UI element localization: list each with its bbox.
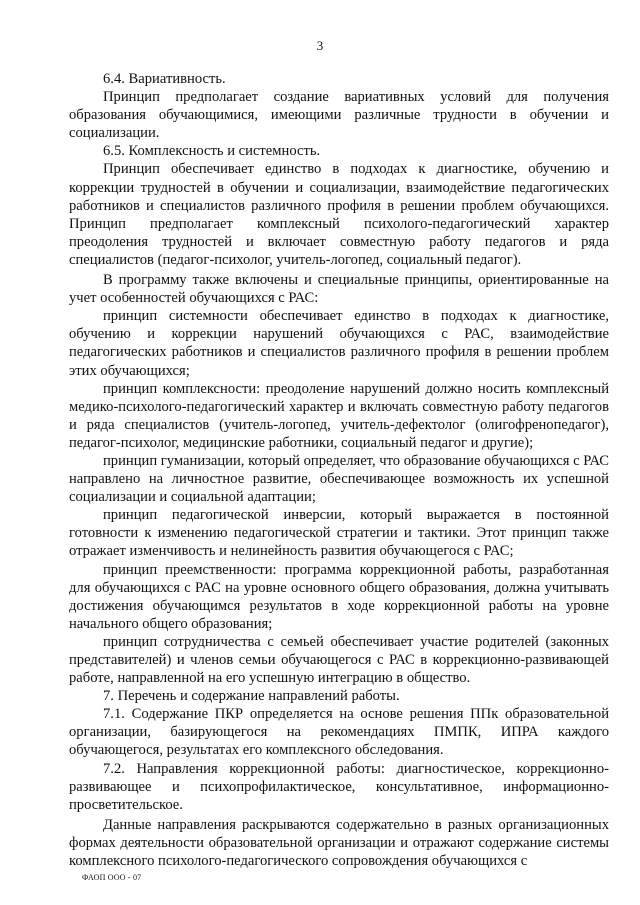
document-footer: ФАОП ООО - 07 [82, 873, 142, 882]
paragraph: В программу также включены и специальные принципы, ориентированные на учет особенностей обучающихся с РАС: [69, 272, 609, 307]
document-body [69, 70, 609, 870]
section-heading-6-5: 6.5. Комплексность и системность. [103, 143, 321, 160]
paragraph: Принцип обеспечивает единство в подходах к диагностике, обучению и коррекции трудностей в обучении и социализации, взаимодействие педагогических работников и специалистов различного профиля в решении проблем обучающихся. Принцип предполагает комплексный психолого-педагогический характер преодоления трудностей и включает совместную работу педагогов и ряда специалистов (педагог-психолог, учитель-логопед, социальный педагог). [69, 161, 609, 268]
principle-item: принцип сотрудничества с семьей обеспечивает участие родителей (законных представителей) и членов семьи обучающегося с РАС в коррекционно-развивающей работе, направленной на его успешную интеграцию в общество. [69, 633, 609, 687]
paragraph: 7.2. Направления коррекционной работы: диагностическое, коррекционно-развивающее и психопрофилактическое, консультативное, информационно-просветительское. [69, 760, 609, 813]
paragraph: Принцип предполагает создание вариативных условий для получения образования обучающимися, имеющими различные трудности в обучении и социализации. [69, 89, 609, 142]
section-heading-6-4: 6.4. Вариативность. [103, 71, 226, 87]
principle-item: принцип системности обеспечивает единство в подходах к диагностике, обучению и коррекции нарушений обучающихся с РАС, взаимодействие педагогических работников и специалистов различного профиля в решении проблем этих обучающихся; [69, 308, 609, 379]
page-number: 3 [316, 38, 324, 53]
principle-item: принцип гуманизации, который определяет, что образование обучающихся с РАС направлено на личностное развитие, обеспечивающее возможность их успешной социализации и социальной адаптации; [69, 452, 609, 506]
paragraph: Данные направления раскрываются содержательно в разных организационных формах деятельности образовательной организации и отражают содержание системы комплексного психолого-педагогического сопровождения обучающихся с [69, 816, 609, 870]
section-heading-7: 7. Перечень и содержание направлений работы. [103, 688, 400, 705]
principle-item: принцип преемственности: программа коррекционной работы, разработанная для обучающихся с РАС на уровне основного общего образования, должна учитывать достижения обучающимся результатов в ходе коррекционной работы на уровне начального общего образования; [69, 561, 609, 632]
paragraph: 7.1. Содержание ПКР определяется на основе решения ППк образовательной организации, базирующегося на рекомендациях ПМПК, ИПРА каждого обучающегося, результатах его комплексного обследования. [69, 706, 609, 759]
principle-item: принцип комплексности: преодоление нарушений должно носить комплексный медико-психолого-педагогический характер и включать совместную работу педагогов и ряда специалистов (учитель-логопед, учитель-дефектолог (олигофренопедагог), педагог-психолог, медицинские работники, социальный педагог и другие); [69, 380, 609, 451]
principle-item: принцип педагогической инверсии, который выражается в постоянной готовности к изменению педагогической стратегии и тактики. Этот принцип также отражает изменчивость и нелинейность развития обучающегося с РАС; [69, 507, 609, 560]
